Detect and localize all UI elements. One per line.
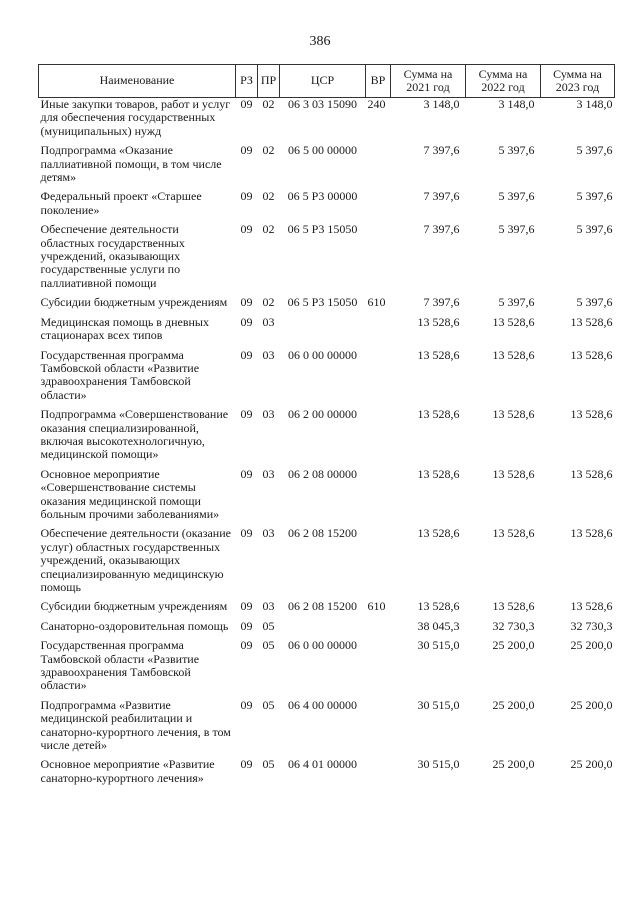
cell-rz: 09 (240, 466, 253, 481)
table-row (39, 296, 615, 309)
cell-name: Подпрограмма «Развитие медицинской реабилитации и санаторно-курортного лечения, в том числе детей» (40, 697, 231, 753)
cell-pr: 02 (262, 143, 275, 158)
cell-csr: 06 4 00 00000 (288, 697, 357, 712)
table-row (39, 190, 615, 217)
cell-sum-2023: 5 397,6 (576, 222, 613, 237)
table-row (39, 408, 615, 462)
cell-pr: 03 (262, 314, 275, 329)
header-csr: ЦСР (280, 65, 366, 98)
cell-rz: 09 (240, 314, 253, 329)
cell-name: Санаторно-оздоровительная помощь (40, 618, 229, 633)
table-row (39, 699, 615, 753)
cell-sum-2021: 13 528,6 (417, 526, 460, 541)
cell-sum-2021: 7 397,6 (423, 222, 460, 237)
cell-rz: 09 (240, 222, 253, 237)
cell-name: Государственная программа Тамбовской области «Развитие здравоохранения Тамбовской области» (40, 638, 200, 693)
cell-sum-2022: 3 148,0 (498, 97, 535, 111)
cell-pr: 02 (262, 97, 275, 111)
cell-vr (366, 316, 391, 343)
cell-vr: 240 (367, 97, 386, 111)
cell-sum-2021: 13 528,6 (417, 466, 460, 481)
cell-rz: 09 (240, 97, 253, 111)
cell-name: Подпрограмма «Оказание паллиативной помощи, в том числе детям» (40, 143, 222, 185)
cell-sum-2023: 5 397,6 (576, 189, 613, 204)
cell-sum-2021: 7 397,6 (423, 189, 460, 204)
table-row (39, 527, 615, 594)
cell-sum-2021: 30 515,0 (417, 757, 460, 772)
cell-sum-2022: 25 200,0 (492, 757, 535, 772)
cell-rz: 09 (240, 189, 253, 204)
table-body (39, 98, 615, 786)
table-row (39, 223, 615, 290)
cell-pr: 05 (262, 618, 275, 633)
cell-sum-2022: 25 200,0 (492, 697, 535, 712)
cell-csr: 06 2 08 00000 (288, 466, 357, 481)
cell-pr: 05 (262, 638, 275, 653)
cell-sum-2021: 3 148,0 (423, 97, 460, 111)
cell-vr (366, 527, 391, 594)
cell-sum-2021: 30 515,0 (417, 697, 460, 712)
cell-sum-2023: 3 148,0 (576, 97, 613, 111)
cell-rz: 09 (240, 638, 253, 653)
cell-vr (366, 408, 391, 462)
cell-sum-2023: 5 397,6 (576, 143, 613, 158)
cell-csr (280, 620, 366, 633)
cell-vr (366, 144, 391, 184)
cell-rz: 09 (240, 697, 253, 712)
table-row (39, 639, 615, 693)
cell-pr: 03 (262, 407, 275, 422)
cell-vr (366, 639, 391, 693)
table-row (39, 349, 615, 403)
cell-csr: 06 0 00 00000 (288, 638, 357, 653)
cell-pr: 02 (262, 295, 275, 310)
cell-name: Основное мероприятие «Развитие санаторно-курортного лечения» (40, 757, 215, 785)
cell-sum-2023: 13 528,6 (570, 407, 613, 422)
cell-pr: 03 (262, 347, 275, 362)
cell-rz: 09 (240, 143, 253, 158)
cell-sum-2021: 13 528,6 (417, 314, 460, 329)
table-row (39, 144, 615, 184)
cell-name: Субсидии бюджетным учреждениям (40, 599, 228, 614)
cell-sum-2021: 13 528,6 (417, 407, 460, 422)
cell-name: Иные закупки товаров, работ и услуг для обеспечения государственных (муниципальных) нужд (40, 97, 231, 138)
table-row (39, 600, 615, 613)
cell-sum-2023: 25 200,0 (570, 757, 613, 772)
table-row (39, 98, 615, 139)
cell-sum-2022: 13 528,6 (492, 466, 535, 481)
budget-table (38, 64, 615, 785)
cell-vr (366, 468, 391, 522)
cell-sum-2023: 13 528,6 (570, 314, 613, 329)
cell-sum-2023: 13 528,6 (570, 466, 613, 481)
cell-csr: 06 5 P3 15050 (287, 295, 358, 310)
cell-pr: 03 (262, 526, 275, 541)
cell-sum-2021: 7 397,6 (423, 143, 460, 158)
cell-csr (280, 316, 366, 343)
cell-sum-2023: 25 200,0 (570, 697, 613, 712)
table-row (39, 758, 615, 785)
cell-sum-2023: 13 528,6 (570, 526, 613, 541)
header-vr: ВР (366, 65, 391, 98)
header-name: Наименование (39, 65, 236, 98)
cell-sum-2022: 13 528,6 (492, 407, 535, 422)
cell-sum-2022: 25 200,0 (492, 638, 535, 653)
cell-rz: 09 (240, 295, 253, 310)
cell-sum-2022: 5 397,6 (498, 189, 535, 204)
cell-pr: 03 (262, 466, 275, 481)
cell-sum-2021: 13 528,6 (417, 599, 460, 614)
cell-sum-2023: 13 528,6 (570, 347, 613, 362)
cell-csr: 06 5 P3 00000 (287, 189, 358, 204)
header-sum-2021: Сумма на 2021 год (391, 65, 466, 98)
cell-sum-2022: 5 397,6 (498, 222, 535, 237)
cell-sum-2023: 13 528,6 (570, 599, 613, 614)
cell-rz: 09 (240, 526, 253, 541)
cell-name: Основное мероприятие «Совершенствование системы оказания медицинской помощи больным прочими заболеваниями» (40, 466, 220, 521)
header-rz: РЗ (236, 65, 258, 98)
cell-csr: 06 2 08 15200 (288, 599, 357, 614)
cell-csr: 06 4 01 00000 (288, 757, 357, 772)
cell-csr: 06 3 03 15090 (288, 97, 357, 111)
cell-sum-2022: 13 528,6 (492, 526, 535, 541)
table-row (39, 468, 615, 522)
cell-sum-2022: 13 528,6 (492, 314, 535, 329)
page-number: 386 (309, 34, 331, 49)
cell-sum-2021: 30 515,0 (417, 638, 460, 653)
cell-sum-2021: 7 397,6 (423, 295, 460, 310)
cell-sum-2023: 25 200,0 (570, 638, 613, 653)
cell-name: Медицинская помощь в дневных стационарах всех типов (40, 314, 209, 343)
table-row (39, 620, 615, 633)
cell-vr (366, 758, 391, 785)
cell-sum-2022: 13 528,6 (492, 347, 535, 362)
cell-name: Подпрограмма «Совершенствование оказания специализированной, включая высокотехнологичную, медицинской помощи» (40, 407, 229, 462)
cell-rz: 09 (240, 757, 253, 772)
table-header-row (39, 65, 615, 98)
cell-pr: 03 (262, 599, 275, 614)
cell-vr (366, 223, 391, 290)
cell-name: Субсидии бюджетным учреждениям (40, 295, 228, 310)
cell-pr: 02 (262, 189, 275, 204)
cell-name: Государственная программа Тамбовской области «Развитие здравоохранения Тамбовской области» (40, 347, 200, 402)
cell-pr: 02 (262, 222, 275, 237)
table-row (39, 316, 615, 343)
cell-sum-2022: 32 730,3 (492, 618, 535, 633)
cell-vr (366, 349, 391, 403)
cell-name: Федеральный проект «Старшее поколение» (40, 189, 202, 217)
cell-pr: 05 (262, 757, 275, 772)
header-pr: ПР (258, 65, 280, 98)
cell-rz: 09 (240, 618, 253, 633)
cell-vr (366, 190, 391, 217)
cell-vr (366, 699, 391, 753)
cell-csr: 06 0 00 00000 (288, 347, 357, 362)
cell-sum-2022: 13 528,6 (492, 599, 535, 614)
cell-rz: 09 (240, 347, 253, 362)
cell-sum-2022: 5 397,6 (498, 295, 535, 310)
cell-sum-2023: 32 730,3 (570, 618, 613, 633)
cell-rz: 09 (240, 599, 253, 614)
cell-rz: 09 (240, 407, 253, 422)
cell-csr: 06 5 P3 15050 (287, 222, 358, 237)
cell-sum-2023: 5 397,6 (576, 295, 613, 310)
cell-name: Обеспечение деятельности (оказание услуг) областных государственных учреждений, оказывающих специализированную медицинскую помощь (40, 526, 231, 594)
cell-vr: 610 (367, 599, 386, 614)
header-sum-2022: Сумма на 2022 год (466, 65, 541, 98)
header-sum-2023: Сумма на 2023 год (541, 65, 615, 98)
cell-name: Обеспечение деятельности областных государственных учреждений, оказывающих государственные услуги по паллиативной помощи (40, 222, 185, 290)
cell-vr: 610 (367, 295, 386, 310)
cell-csr: 06 2 00 00000 (288, 407, 357, 422)
cell-vr (366, 620, 391, 633)
cell-sum-2022: 5 397,6 (498, 143, 535, 158)
cell-sum-2021: 13 528,6 (417, 347, 460, 362)
cell-csr: 06 5 00 00000 (288, 143, 357, 158)
cell-sum-2021: 38 045,3 (417, 618, 460, 633)
cell-csr: 06 2 08 15200 (288, 526, 357, 541)
cell-pr: 05 (262, 697, 275, 712)
